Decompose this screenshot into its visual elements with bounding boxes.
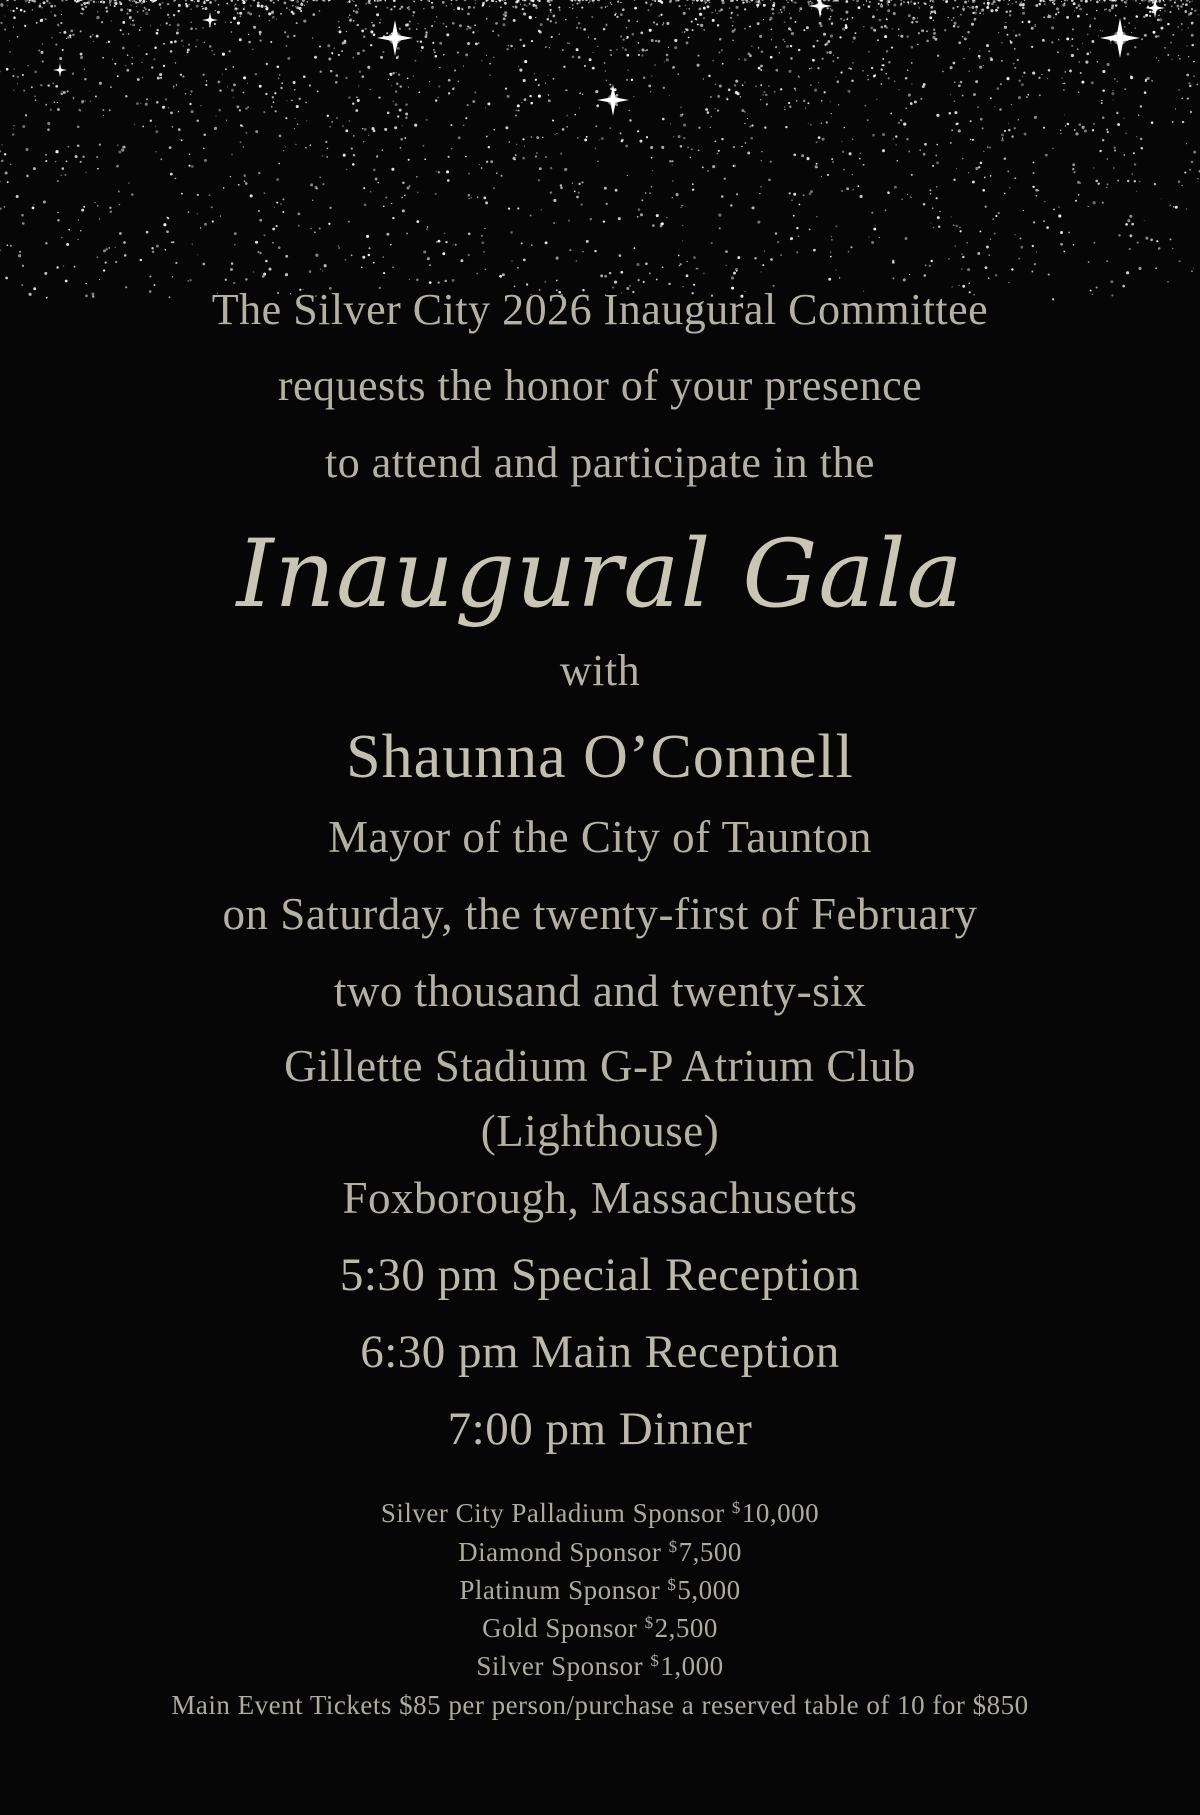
sponsor-label: Silver City Palladium Sponsor — [380, 1498, 732, 1528]
honoree-title: Mayor of the City of Taunton — [328, 812, 872, 862]
sponsor-level — [0, 1498, 1200, 1529]
currency-sign: $ — [668, 1537, 678, 1556]
sponsor-level — [0, 1613, 1200, 1644]
intro-line-3: to attend and participate in the — [325, 438, 875, 487]
currency-sign: $ — [667, 1575, 677, 1594]
event-title: Inaugural Gala — [236, 520, 964, 629]
venue-line-2: (Lighthouse) — [480, 1106, 720, 1156]
sponsor-label: Silver Sponsor — [476, 1651, 651, 1681]
sponsor-label: Gold Sponsor — [482, 1613, 645, 1643]
currency-sign: $ — [650, 1651, 660, 1670]
sponsor-level — [0, 1651, 1200, 1682]
sponsor-amount: 2,500 — [654, 1613, 718, 1643]
event-location: Foxborough, Massachusetts — [342, 1173, 858, 1223]
venue-line-1: Gillette Stadium G-P Atrium Club — [284, 1041, 916, 1091]
sponsor-label: Platinum Sponsor — [459, 1575, 668, 1605]
sponsor-amount: 10,000 — [741, 1498, 820, 1528]
intro-line-2: requests the honor of your presence — [277, 361, 923, 410]
sponsor-amount: 5,000 — [677, 1575, 741, 1605]
schedule-item: 7:00 pm Dinner — [447, 1403, 753, 1455]
sponsor-amount: 7,500 — [678, 1537, 742, 1567]
with-text: with — [559, 646, 641, 695]
currency-sign: $ — [731, 1498, 741, 1517]
sponsor-level — [0, 1575, 1200, 1606]
event-date-line-1: on Saturday, the twenty-first of February — [222, 889, 978, 939]
sponsor-level — [0, 1537, 1200, 1568]
schedule-item: 6:30 pm Main Reception — [360, 1326, 840, 1378]
schedule-item: 5:30 pm Special Reception — [339, 1249, 861, 1301]
currency-sign: $ — [644, 1613, 654, 1632]
honoree-name: Shaunna O’Connell — [346, 723, 854, 791]
intro-line-1: The Silver City 2026 Inaugural Committee — [211, 285, 989, 334]
sponsor-amount: 1,000 — [660, 1651, 724, 1681]
ticket-pricing: Main Event Tickets $85 per person/purchase a reserved table of 10 for $850 — [171, 1690, 1029, 1720]
sponsor-label: Diamond Sponsor — [458, 1537, 669, 1567]
event-date-line-2: two thousand and twenty-six — [333, 966, 867, 1016]
